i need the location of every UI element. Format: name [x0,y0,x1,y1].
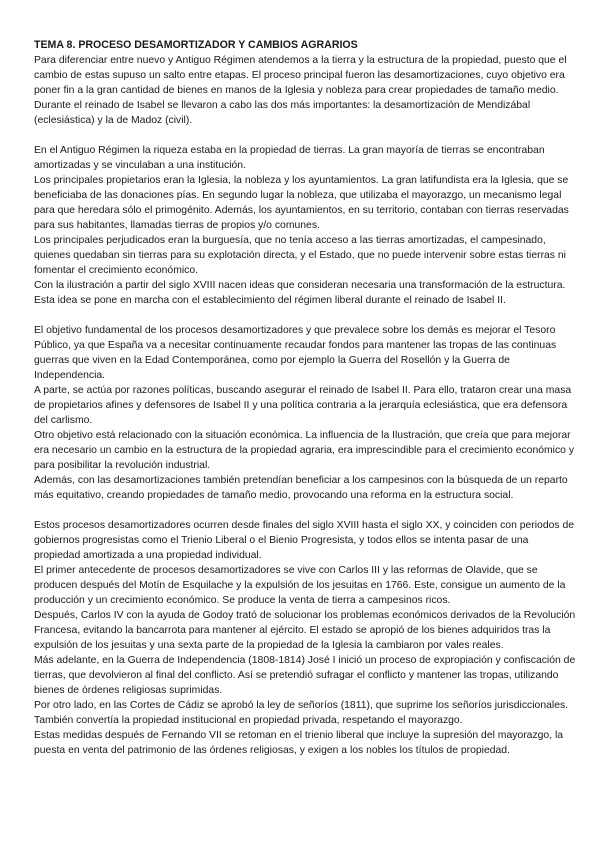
paragraph: Estos procesos desamortizadores ocurren desde finales del siglo XVIII hasta el siglo XX, y coinciden con periodos de gobiernos progresistas como el Trienio Liberal o el Bienio Progresista, y todos ellos se intenta pasar de una propiedad amortizada a una propiedad individual. [34,520,575,561]
paragraph: Con la ilustración a partir del siglo XVIII nacen ideas que consideran necesaria una transformación de la estructura. Esta idea se pone en marcha con el establecimiento del régimen liberal durante el reinado de Isabel II. [34,280,566,306]
paragraph: Los principales propietarios eran la Iglesia, la nobleza y los ayuntamientos. La gran latifundista era la Iglesia, que se beneficiaba de las donaciones pías. En segundo lugar la nobleza, que utilizaba el mayorazgo, un mecanismo legal para que heredara sólo el primogénito. Además, los ayuntamientos, en su territorio, contaban con tierras reservadas para sus habitantes, llamadas tierras de propios y/o comunes. [34,175,569,231]
paragraph: El objetivo fundamental de los procesos desamortizadores y que prevalece sobre los demás es mejorar el Tesoro Público, ya que España va a necesitar continuamente recaudar fondos para mantener las tropas de las continuas guerras que viven en la Edad Contemporánea, como por ejemplo la Guerra del Rosellón y la Guerra de Independencia. [34,325,557,381]
paragraph: Más adelante, en la Guerra de Independencia (1808-1814) José I inició un proceso de expropiación y confiscación de tierras, que devolvieron al final del conflicto. Así se pretendió sufragar el conflicto y mantener las tropas, utilizando bienes de órdenes religiosas suprimidas. [34,655,576,696]
paragraph: Los principales perjudicados eran la burguesía, que no tenía acceso a las tierras amortizadas, el campesinado, quienes quedaban sin tierras para su explotación directa, y el Estado, que no puede intervenir sobre estas tierras ni fomentar el crecimiento económico. [34,235,566,276]
paragraph: Por otro lado, en las Cortes de Cádiz se aprobó la ley de señoríos (1811), que suprime los señoríos jurisdiccionales. También convertía la propiedad institucional en propiedad privada, respetando el mayorazgo. [34,700,569,726]
paragraph: El primer antecedente de procesos desamortizadores se vive con Carlos III y las reformas de Olavide, que se producen después del Motín de Esquilache y la expulsión de los jesuitas en 1766. Este, consigue un aumento de la producción y un crecimiento económico. Se produce la venta de tierra a campesinos ricos. [34,565,566,606]
antecedentes-block [34,518,576,758]
paragraph: Además, con las desamortizaciones también pretendían beneficiar a los campesinos con la búsqueda de un reparto más equitativo, creando propiedades de tamaño medio, provocando una reforma en la estructura social. [34,475,568,501]
antiguo-regimen-block [34,143,576,308]
paragraph: Después, Carlos IV con la ayuda de Godoy trató de solucionar los problemas económicos derivados de la Revolución Francesa, evitando la bancarrota para mantener al ejército. El estado se apropió de los bienes adquiridos tras la expulsión de los jesuitas y una sexta parte de la propiedad de la Iglesia la cambiaron por vales reales. [34,610,576,651]
paragraph: Otro objetivo está relacionado con la situación económica. La influencia de la Ilustración, que creía que para mejorar era necesario un cambio en la estructura de la propiedad agraria, era imprescindible para el crecimiento económico y para posibilitar la revolución industrial. [34,430,575,471]
intro-block [34,53,576,128]
objetivos-block [34,323,576,503]
paragraph: En el Antiguo Régimen la riqueza estaba en la propiedad de tierras. La gran mayoría de tierras se encontraban amortizadas y se vinculaban a una institución. [34,145,545,171]
document-title: TEMA 8. PROCESO DESAMORTIZADOR Y CAMBIOS AGRARIOS [34,39,358,51]
paragraph: A parte, se actúa por razones políticas, buscando asegurar el reinado de Isabel II. Para ello, trataron crear una masa de propietarios afines y defensores de Isabel II y una política contraria a la jerarquía eclesiástica, que era defensora del carlismo. [34,385,572,426]
paragraph: Para diferenciar entre nuevo y Antiguo Régimen atendemos a la tierra y la estructura de la propiedad, puesto que el cambio de estas supuso un salto entre etapas. El proceso principal fueron las desamortizaciones, cuyo objetivo era poner fin a la gran cantidad de bienes en manos de la Iglesia y nobleza para crear propiedades de tamaño medio. Durante el reinado de Isabel se llevaron a cabo las dos más importantes: la desamortización de Mendizábal (eclesiástica) y la de Madoz (civil). [34,55,567,126]
paragraph: Estas medidas después de Fernando VII se retoman en el trienio liberal que incluye la supresión del mayorazgo, la puesta en venta del patrimonio de las órdenes religiosas, y exigen a los nobles los títulos de propiedad. [34,730,564,756]
